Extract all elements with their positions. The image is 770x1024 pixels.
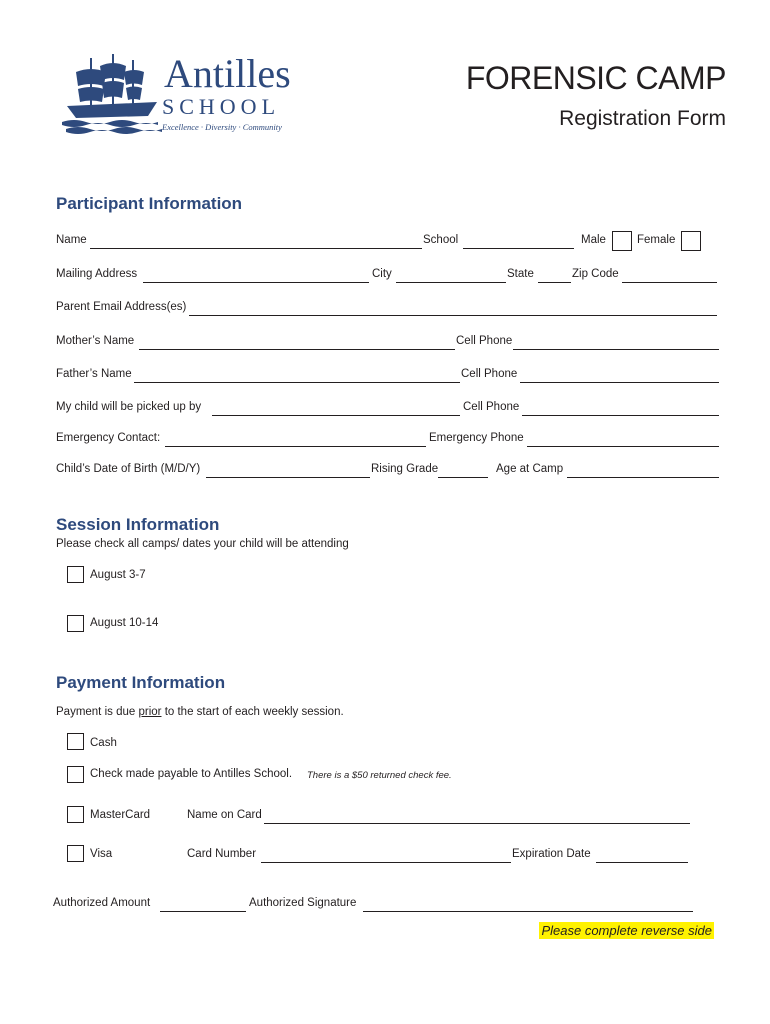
city-label: City	[372, 268, 392, 280]
male-checkbox[interactable]	[612, 231, 632, 251]
male-label: Male	[581, 234, 606, 246]
school-label: School	[423, 234, 459, 246]
form-title: FORENSIC CAMP	[465, 60, 726, 96]
ship-icon	[62, 52, 162, 134]
state-field[interactable]	[538, 282, 571, 283]
check-label: Check made payable to Antilles School.	[90, 768, 293, 780]
pickup-label: My child will be picked up by	[56, 401, 202, 413]
authorized-signature-label: Authorized Signature	[249, 897, 357, 909]
payment-due-underlined: prior	[138, 706, 162, 718]
logo-sub: SCHOOL	[162, 94, 281, 119]
father-cell-field[interactable]	[520, 382, 719, 383]
expiration-field[interactable]	[596, 862, 688, 863]
female-label: Female	[637, 234, 676, 246]
expiration-label: Expiration Date	[512, 848, 591, 860]
grade-field[interactable]	[438, 477, 488, 478]
zip-label: Zip Code	[572, 268, 619, 280]
session-aug-10-14-label: August 10-14	[90, 617, 159, 629]
school-field[interactable]	[463, 248, 574, 249]
name-on-card-field[interactable]	[264, 823, 690, 824]
check-fee-note: There is a $50 returned check fee.	[307, 770, 452, 781]
pickup-field[interactable]	[212, 415, 460, 416]
school-logo	[62, 52, 307, 134]
mastercard-label: MasterCard	[90, 809, 151, 821]
session-instruction: Please check all camps/ dates your child will be attending	[56, 538, 349, 550]
card-number-label: Card Number	[187, 848, 257, 860]
zip-field[interactable]	[622, 282, 717, 283]
grade-label: Rising Grade	[371, 463, 439, 475]
parent-email-field[interactable]	[189, 315, 717, 316]
authorized-amount-label: Authorized Amount	[53, 897, 151, 909]
visa-label: Visa	[90, 848, 113, 860]
form-subtitle: Registration Form	[559, 107, 726, 130]
name-label: Name	[56, 234, 87, 246]
check-checkbox[interactable]	[67, 766, 84, 783]
emergency-phone-field[interactable]	[527, 446, 719, 447]
card-number-field[interactable]	[261, 862, 511, 863]
name-field[interactable]	[90, 248, 422, 249]
session-aug-3-7-label: August 3-7	[90, 569, 146, 581]
dob-label: Child’s Date of Birth (M/D/Y)	[56, 463, 201, 475]
pickup-cell-label: Cell Phone	[463, 401, 520, 413]
visa-checkbox[interactable]	[67, 845, 84, 862]
emergency-contact-field[interactable]	[165, 446, 426, 447]
mastercard-checkbox[interactable]	[67, 806, 84, 823]
emergency-contact-label: Emergency Contact:	[56, 432, 161, 444]
logo-name: Antilles	[164, 51, 291, 96]
father-label: Father’s Name	[56, 368, 132, 380]
age-field[interactable]	[567, 477, 719, 478]
city-field[interactable]	[396, 282, 506, 283]
payment-due-pre: Payment is due	[56, 706, 136, 718]
session-heading: Session Information	[56, 515, 220, 534]
dob-field[interactable]	[206, 477, 370, 478]
emergency-phone-label: Emergency Phone	[429, 432, 524, 444]
father-field[interactable]	[134, 382, 460, 383]
participant-heading: Participant Information	[56, 194, 243, 213]
reverse-side-notice: Please complete reverse side	[541, 923, 712, 938]
mailing-field[interactable]	[143, 282, 369, 283]
payment-due-text	[56, 706, 344, 718]
name-on-card-label: Name on Card	[187, 809, 262, 821]
payment-heading: Payment Information	[56, 673, 226, 692]
cash-label: Cash	[90, 737, 117, 749]
authorized-amount-field[interactable]	[160, 911, 246, 912]
parent-email-label: Parent Email Address(es)	[56, 301, 187, 313]
state-label: State	[507, 268, 534, 280]
mother-field[interactable]	[139, 349, 455, 350]
father-cell-label: Cell Phone	[461, 368, 518, 380]
cash-checkbox[interactable]	[67, 733, 84, 750]
mother-label: Mother’s Name	[56, 335, 135, 347]
age-label: Age at Camp	[496, 463, 564, 475]
female-checkbox[interactable]	[681, 231, 701, 251]
session-aug-10-14-checkbox[interactable]	[67, 615, 84, 632]
authorized-signature-field[interactable]	[363, 911, 693, 912]
logo-tagline: Excellence · Diversity · Community	[162, 122, 282, 132]
mailing-label: Mailing Address	[56, 268, 138, 280]
payment-due-post: to the start of each weekly session.	[164, 706, 344, 718]
mother-cell-label: Cell Phone	[456, 335, 513, 347]
pickup-cell-field[interactable]	[522, 415, 719, 416]
mother-cell-field[interactable]	[513, 349, 719, 350]
session-aug-3-7-checkbox[interactable]	[67, 566, 84, 583]
